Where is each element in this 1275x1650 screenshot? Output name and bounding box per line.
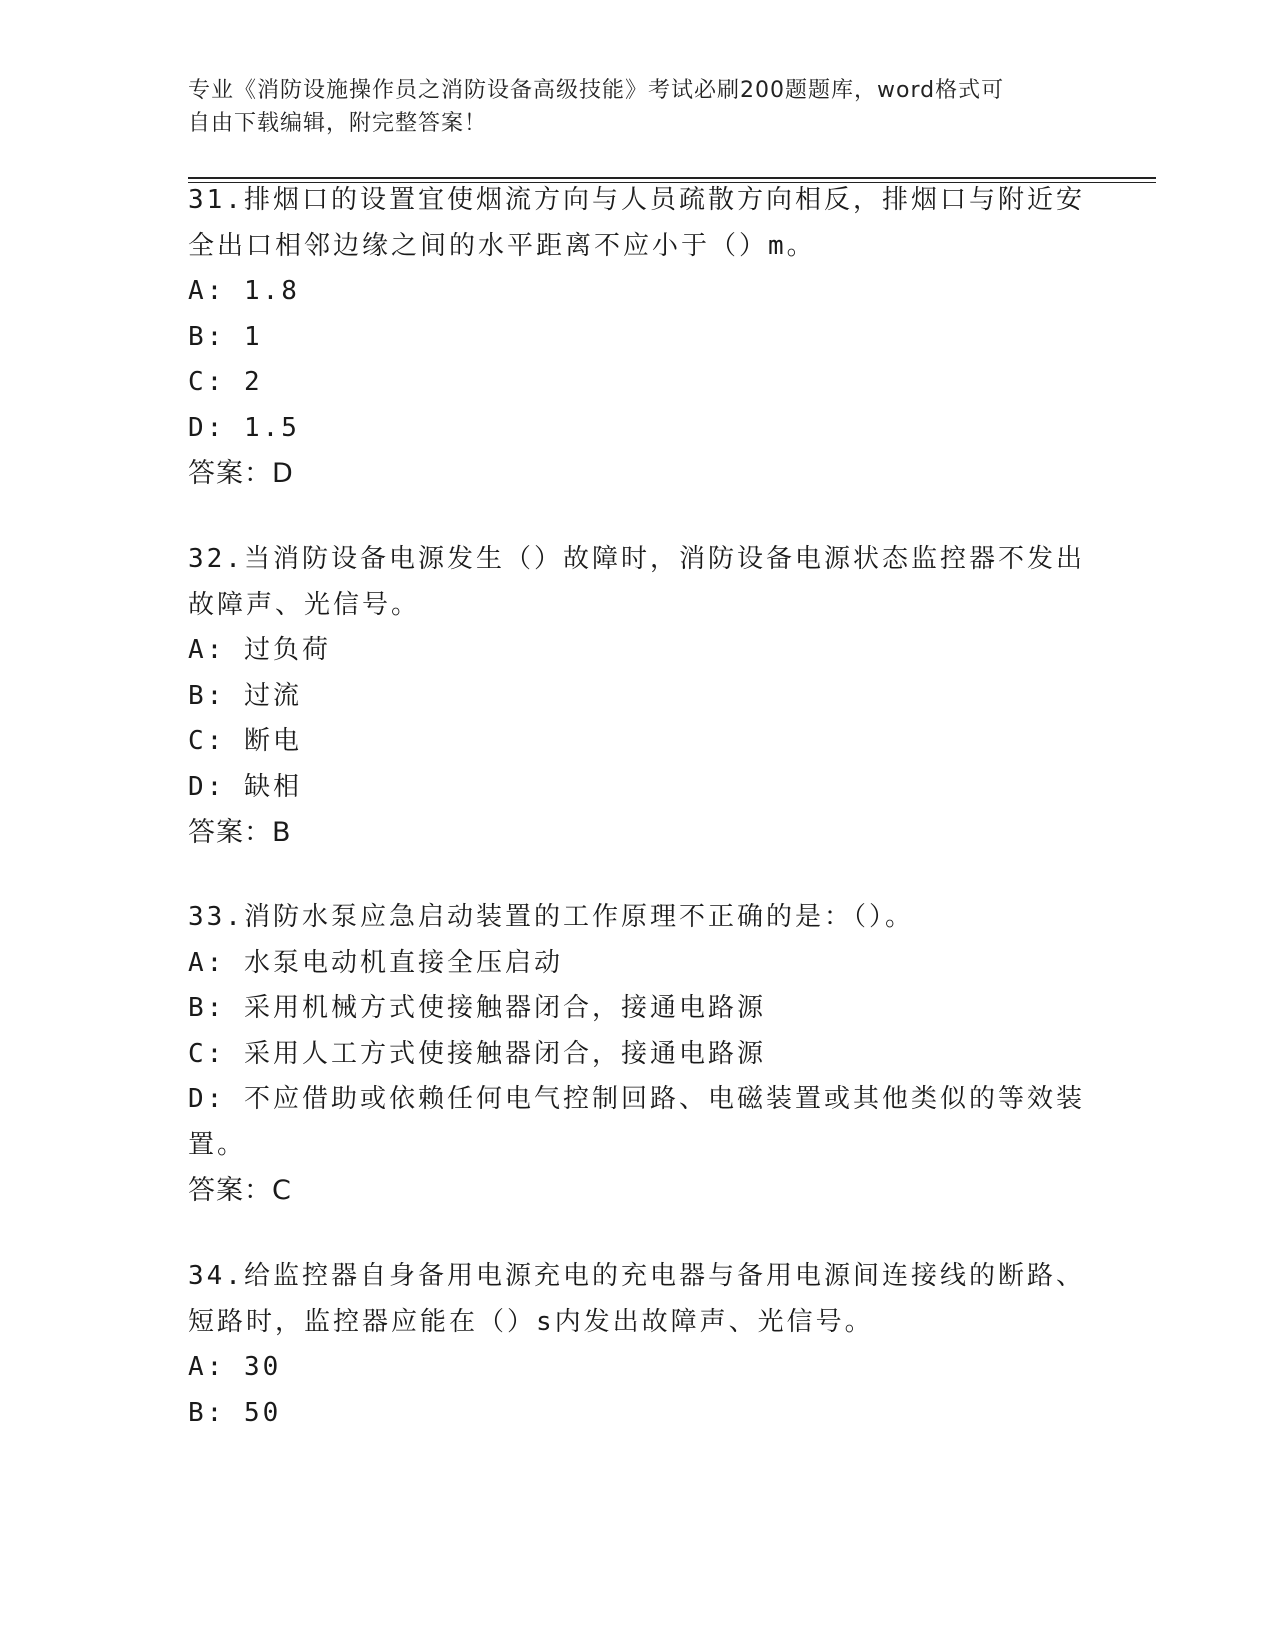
question-stem: 全出口相邻边缘之间的水平距离不应小于（）m。 [188,230,816,261]
option-a: A: 1.8 [188,276,300,306]
question-stem: 短路时，监控器应能在（）s内发出故障声、光信号。 [188,1306,874,1337]
question-32 [188,537,1088,856]
option-a: A: 过负荷 [188,635,331,665]
question-31 [188,178,1088,497]
option-d-continued: 置。 [188,1129,247,1160]
question-33 [188,895,1088,1214]
option-a: A: 30 [188,1352,282,1382]
option-d: D: 不应借助或依赖任何电气控制回路、电磁装置或其他类似的等效装 [188,1084,1085,1114]
header-line-2: 自由下载编辑，附完整答案！ [188,111,488,136]
option-a: A: 水泵电动机直接全压启动 [188,947,563,978]
option-c: C: 断电 [188,726,302,756]
option-b: B: 50 [188,1397,282,1428]
question-stem: 34.给监控器自身备用电源充电的充电器与备用电源间连接线的断路、 [188,1261,1085,1291]
question-stem: 32.当消防设备电源发生（）故障时，消防设备电源状态监控器不发出 [188,544,1085,574]
answer-label: 答案：D [188,458,294,489]
option-b: B: 采用机械方式使接触器闭合，接通电路源 [188,993,766,1023]
option-c: C: 2 [188,367,263,397]
document-header [188,74,1068,140]
answer-label: 答案：B [188,817,292,848]
answer-label: 答案：C [188,1175,292,1206]
option-d: D: 缺相 [188,771,302,802]
option-b: B: 过流 [188,680,302,711]
question-stem: 31.排烟口的设置宜使烟流方向与人员疏散方向相反，排烟口与附近安 [188,185,1085,215]
question-stem: 故障声、光信号。 [188,589,421,620]
question-34 [188,1254,1088,1436]
header-line-1: 专业《消防设施操作员之消防设备高级技能》考试必刷200题题库，word格式可 [188,78,1005,103]
option-c: C: 采用人工方式使接触器闭合，接通电路源 [188,1038,766,1069]
option-b: B: 1 [188,321,263,352]
question-stem: 33.消防水泵应急启动装置的工作原理不正确的是：（）。 [188,902,914,932]
option-d: D: 1.5 [188,412,300,443]
